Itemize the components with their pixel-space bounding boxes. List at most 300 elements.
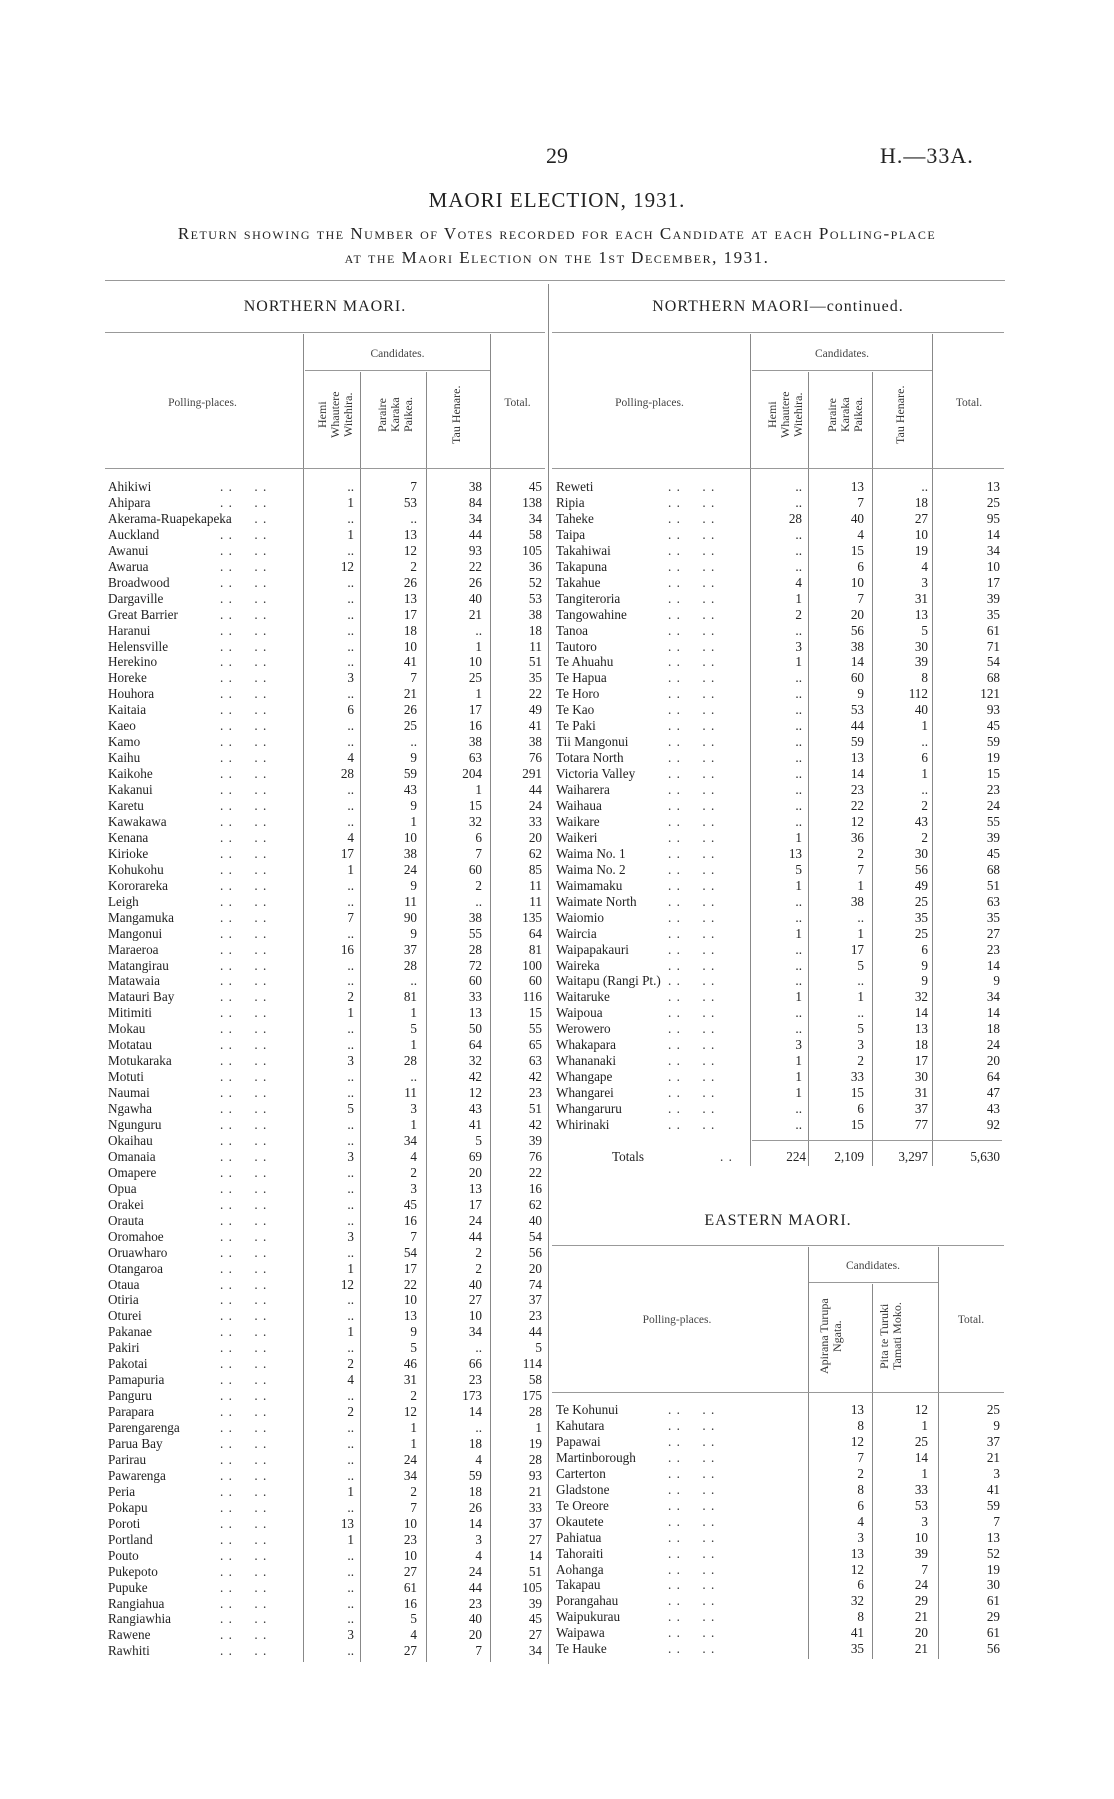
cand2-votes: 46 — [403, 1356, 417, 1372]
cand1-votes: .. — [347, 590, 354, 606]
leader-dots: . . . . — [220, 1037, 268, 1053]
cand2-votes: 9 — [410, 1324, 417, 1340]
cand3-votes: 32 — [468, 1053, 482, 1069]
table-row — [108, 1308, 545, 1324]
row-total: 55 — [986, 813, 1000, 829]
table-row — [108, 670, 545, 686]
cand2-votes: 33 — [850, 1069, 864, 1085]
cand1-votes: .. — [347, 1196, 354, 1212]
row-total: 85 — [528, 861, 542, 877]
polling-place-name: Tangowahine — [556, 606, 627, 622]
northern-cont-candidates-rule — [752, 370, 932, 371]
cand2-votes: .. — [857, 1005, 864, 1021]
cand2-votes: 10 — [403, 829, 417, 845]
row-total: 18 — [986, 1021, 1000, 1037]
polling-place-name: Totara North — [556, 750, 624, 766]
leader-dots: . . . . — [220, 1260, 268, 1276]
cand1-votes: 1 — [347, 1260, 354, 1276]
cand1-votes: 6 — [857, 1497, 864, 1513]
cand1-votes: .. — [347, 1499, 354, 1515]
leader-dots: . . . . — [220, 893, 268, 909]
table-row — [108, 1611, 545, 1627]
cand3-votes: 93 — [468, 542, 482, 558]
leader-dots: . . . . — [220, 1420, 268, 1436]
cand2-votes: 1 — [410, 1037, 417, 1053]
cand1-votes: .. — [347, 542, 354, 558]
leader-dots: . . . . — [668, 494, 716, 510]
leader-dots: . . . . — [220, 686, 268, 702]
polling-place-name: Waiomio — [556, 909, 605, 925]
table-row — [108, 1484, 545, 1500]
cand1-votes: 35 — [850, 1641, 864, 1657]
cand3-votes: 44 — [468, 526, 482, 542]
polling-place-name: Kamo — [108, 734, 141, 750]
row-total: 61 — [986, 1625, 1000, 1641]
table-row — [108, 878, 545, 894]
row-total: 38 — [528, 734, 542, 750]
cand1-votes: 3 — [347, 1228, 354, 1244]
cand2-votes: 12 — [403, 542, 417, 558]
cand2-votes: 12 — [850, 813, 864, 829]
polling-place-name: Motukaraka — [108, 1053, 172, 1069]
leader-dots: . . . . — [220, 558, 268, 574]
cand2-votes: 4 — [410, 1148, 417, 1164]
polling-place-name: Waireka — [556, 957, 600, 973]
cand2-votes: 10 — [403, 638, 417, 654]
cand1-votes: .. — [795, 1005, 802, 1021]
cand3-votes: 6 — [475, 829, 482, 845]
cand3-votes: 41 — [468, 1117, 482, 1132]
leader-dots: . . . . — [668, 702, 716, 718]
cand3-votes: 112 — [908, 686, 928, 702]
row-total: 56 — [528, 1244, 542, 1260]
cand1-votes: 4 — [347, 829, 354, 845]
leader-dots: . . . . — [220, 1436, 268, 1451]
row-total: 14 — [528, 1547, 542, 1563]
polling-place-name: Kakanui — [108, 782, 153, 798]
row-total: 39 — [528, 1132, 542, 1148]
table-row — [108, 830, 545, 846]
polling-place-name: Great Barrier — [108, 606, 178, 622]
row-total: 51 — [528, 1101, 542, 1117]
cand1-votes: 1 — [347, 494, 354, 510]
leader-dots: . . . . — [668, 686, 716, 702]
cand2-votes: 15 — [850, 1117, 864, 1132]
table-row — [108, 623, 545, 639]
leader-dots: . . . . — [668, 718, 716, 734]
row-total: 58 — [528, 526, 542, 542]
table-row — [108, 1627, 545, 1643]
table-row — [556, 1021, 1004, 1037]
cand2-votes: 37 — [403, 941, 417, 957]
cand2-votes: 5 — [410, 1340, 417, 1356]
row-total: 42 — [528, 1117, 542, 1132]
cand3-votes: 6 — [921, 941, 928, 957]
cand3-votes: 12 — [468, 1085, 482, 1101]
cand2-votes: 34 — [403, 1132, 417, 1148]
leader-dots: . . . . — [668, 1417, 716, 1433]
polling-place-name: Tangiteroria — [556, 590, 621, 606]
polling-place-name: Papawai — [556, 1433, 601, 1449]
cand1-votes: 1 — [795, 1085, 802, 1101]
table-row — [108, 1181, 545, 1197]
table-row — [108, 1149, 545, 1165]
table-row — [556, 1625, 1004, 1641]
row-total: 39 — [986, 829, 1000, 845]
leader-dots: . . . . — [220, 622, 268, 638]
row-total: 105 — [522, 1579, 542, 1595]
cand1-votes: .. — [795, 670, 802, 686]
polling-place-name: Te Hapua — [556, 670, 607, 686]
cand3-votes: 27 — [914, 510, 928, 526]
cand2-votes: .. — [857, 909, 864, 925]
cand1-votes: .. — [347, 877, 354, 893]
cand2-votes: 2 — [410, 1164, 417, 1180]
leader-dots: . . . . — [220, 1212, 268, 1228]
cand3-votes: 16 — [468, 718, 482, 734]
polling-place-name: Peria — [108, 1483, 136, 1499]
polling-place-name: Waimamaku — [556, 877, 623, 893]
cand3-votes: 38 — [468, 734, 482, 750]
polling-place-name: Kororareka — [108, 877, 169, 893]
cand2-votes: 10 — [914, 1529, 928, 1545]
row-total: 55 — [528, 1021, 542, 1037]
row-total: 9 — [993, 973, 1000, 989]
leader-dots: . . . . — [220, 1643, 268, 1659]
cand2-votes: 54 — [403, 1244, 417, 1260]
leader-dots: . . . . — [668, 1529, 716, 1545]
polling-place-name: Whirinaki — [556, 1117, 610, 1132]
cand1-votes: .. — [795, 750, 802, 766]
row-total: 33 — [528, 1499, 542, 1515]
cand3-votes: 28 — [468, 941, 482, 957]
table-row — [556, 973, 1004, 989]
row-total: 51 — [986, 877, 1000, 893]
leader-dots: . . . . — [668, 957, 716, 973]
cand2-votes: 5 — [857, 1021, 864, 1037]
polling-place-name: Te Hauke — [556, 1641, 607, 1657]
row-total: 29 — [986, 1609, 1000, 1625]
eastern-header-rule-bottom — [552, 1392, 1004, 1393]
polling-place-name: Tautoro — [556, 638, 597, 654]
cand3-votes: 7 — [475, 845, 482, 861]
table-row — [556, 1053, 1004, 1069]
cand2-votes: 1 — [921, 1417, 928, 1433]
table-row — [108, 734, 545, 750]
leader-dots: . . . . — [220, 1595, 268, 1611]
cand1-votes: .. — [795, 766, 802, 782]
table-row — [108, 1452, 545, 1468]
northern-cand1-header: Hemi Whautere Witehira. — [315, 391, 355, 439]
table-row — [556, 1117, 1004, 1133]
cand1-votes: .. — [795, 686, 802, 702]
cand2-votes: 1 — [410, 1005, 417, 1021]
leader-dots: . . . . — [220, 1132, 268, 1148]
cand2-votes: 40 — [850, 510, 864, 526]
polling-place-name: Waipukurau — [556, 1609, 621, 1625]
polling-place-name: Karetu — [108, 798, 144, 813]
cand1-votes: 28 — [340, 766, 354, 782]
cand2-votes: 10 — [850, 574, 864, 590]
leader-dots: . . . . — [668, 1481, 716, 1497]
row-total: 92 — [986, 1117, 1000, 1132]
cand3-votes: 40 — [468, 1611, 482, 1627]
table-row — [108, 750, 545, 766]
polling-place-name: Tii Mangonui — [556, 734, 629, 750]
leader-dots: . . . . — [668, 1625, 716, 1641]
cand1-votes: .. — [347, 1117, 354, 1132]
polling-place-name: Herekino — [108, 654, 158, 670]
leader-dots: . . . . — [220, 973, 268, 989]
table-row — [556, 1402, 1004, 1418]
leader-dots: . . . . — [220, 909, 268, 925]
cand2-votes: 7 — [410, 670, 417, 686]
cand3-votes: 32 — [914, 989, 928, 1005]
polling-place-name: Otangaroa — [108, 1260, 163, 1276]
leader-dots: . . . . — [668, 861, 716, 877]
polling-place-name: Waikare — [556, 813, 600, 829]
cand2-votes: 7 — [410, 1228, 417, 1244]
polling-place-name: Waipapakauri — [556, 941, 629, 957]
row-total: 64 — [528, 925, 542, 941]
cand1-votes: 3 — [347, 670, 354, 686]
cand1-votes: 8 — [857, 1417, 864, 1433]
row-total: 35 — [528, 670, 542, 686]
polling-place-name: Waitapu (Rangi Pt.) — [556, 973, 661, 989]
leader-dots: . . . . — [220, 1499, 268, 1515]
row-total: 43 — [986, 1101, 1000, 1117]
cand2-votes: 21 — [914, 1641, 928, 1657]
polling-place-name: Waitaruke — [556, 989, 610, 1005]
row-total: 20 — [528, 1260, 542, 1276]
table-row — [556, 958, 1004, 974]
cand3-votes: 5 — [921, 622, 928, 638]
row-total: 41 — [528, 718, 542, 734]
table-row — [556, 1577, 1004, 1593]
row-total: 56 — [986, 1641, 1000, 1657]
cand3-votes: .. — [921, 734, 928, 750]
row-total: 51 — [528, 654, 542, 670]
leader-dots: . . . . — [668, 845, 716, 861]
cand2-votes: 59 — [850, 734, 864, 750]
cand1-votes: 12 — [340, 1276, 354, 1292]
cand1-votes: .. — [347, 479, 354, 494]
table-row — [108, 1261, 545, 1277]
polling-place-name: Kenana — [108, 829, 149, 845]
table-row — [108, 1197, 545, 1213]
cand3-votes: 55 — [468, 925, 482, 941]
polling-place-name: Leigh — [108, 893, 139, 909]
cand2-votes: .. — [410, 973, 417, 989]
cand3-votes: 35 — [914, 909, 928, 925]
table-row — [556, 718, 1004, 734]
row-total: 9 — [993, 1417, 1000, 1433]
row-total: 81 — [528, 941, 542, 957]
table-row — [556, 1418, 1004, 1434]
leader-dots: . . . . — [668, 1053, 716, 1069]
eastern-candidates-rule — [808, 1282, 938, 1283]
cand2-votes: 17 — [403, 606, 417, 622]
cand3-votes: 2 — [475, 1260, 482, 1276]
polling-place-name: Motatau — [108, 1037, 152, 1053]
totals-cand1: 224 — [786, 1149, 806, 1164]
row-total: 14 — [986, 957, 1000, 973]
cand1-votes: 41 — [850, 1625, 864, 1641]
cand1-votes: 3 — [347, 1053, 354, 1069]
cand2-votes: 7 — [921, 1561, 928, 1577]
row-total: 65 — [528, 1037, 542, 1053]
leader-dots: . . . . — [668, 973, 716, 989]
table-row — [108, 926, 545, 942]
table-row — [556, 527, 1004, 543]
table-row — [108, 1101, 545, 1117]
leader-dots: . . . . — [668, 734, 716, 750]
cand2-votes: 27 — [403, 1563, 417, 1579]
cand3-votes: 20 — [468, 1627, 482, 1643]
polling-place-name: Kohukohu — [108, 861, 164, 877]
leader-dots: . . . . — [220, 542, 268, 558]
cand2-votes: 22 — [403, 1276, 417, 1292]
polling-place-name: Pokapu — [108, 1499, 148, 1515]
cand3-votes: 1 — [475, 638, 482, 654]
cand3-votes: 44 — [468, 1579, 482, 1595]
cand2-votes: 11 — [404, 893, 417, 909]
cand3-votes: 18 — [468, 1436, 482, 1451]
cand2-votes: 7 — [857, 590, 864, 606]
cand3-votes: 24 — [468, 1563, 482, 1579]
cand2-votes: 41 — [403, 654, 417, 670]
table-row — [556, 1609, 1004, 1625]
cand2-votes: 43 — [403, 782, 417, 798]
eastern-candidates-label: Candidates. — [846, 1260, 900, 1272]
row-total: 11 — [529, 877, 542, 893]
table-row — [556, 575, 1004, 591]
table-row — [108, 1117, 545, 1133]
row-total: 40 — [528, 1212, 542, 1228]
leader-dots: . . . . — [220, 1101, 268, 1117]
leader-dots: . . . . — [668, 670, 716, 686]
leader-dots: . . . . — [220, 1483, 268, 1499]
row-total: 138 — [522, 494, 542, 510]
table-row — [556, 1434, 1004, 1450]
row-total: 24 — [528, 798, 542, 813]
leader-dots: . . . . — [220, 606, 268, 622]
polling-place-name: Rawhiti — [108, 1643, 150, 1659]
cand1-votes: 1 — [795, 1069, 802, 1085]
polling-place-name: Whangaruru — [556, 1101, 622, 1117]
leader-dots: . . . . — [220, 1164, 268, 1180]
cand1-votes: .. — [347, 1069, 354, 1085]
row-total: 1 — [535, 1420, 542, 1436]
table-row — [108, 1596, 545, 1612]
table-row — [556, 623, 1004, 639]
cand2-votes: 17 — [850, 941, 864, 957]
northern-cont-cand1-header: Hemi Whautere Witehira. — [765, 391, 805, 439]
leader-dots: . . . . — [668, 1085, 716, 1101]
table-row — [108, 1404, 545, 1420]
row-total: 15 — [986, 766, 1000, 782]
totals-leader: . . — [720, 1149, 733, 1164]
polling-place-name: Ngunguru — [108, 1117, 162, 1132]
leader-dots: . . . . — [668, 1433, 716, 1449]
polling-place-name: Poroti — [108, 1515, 141, 1531]
cand2-votes: 24 — [914, 1577, 928, 1593]
row-total: 23 — [986, 941, 1000, 957]
polling-place-name: Whakapara — [556, 1037, 617, 1053]
totals-cand2: 2,109 — [834, 1149, 864, 1164]
totals-label: Totals — [612, 1149, 645, 1164]
table-row — [556, 495, 1004, 511]
table-row — [108, 1165, 545, 1181]
table-row — [108, 1292, 545, 1308]
leader-dots: . . . . — [668, 622, 716, 638]
cand2-votes: 13 — [403, 1308, 417, 1324]
totals-total: 5,630 — [970, 1149, 1000, 1164]
row-total: 11 — [529, 893, 542, 909]
polling-place-name: Kaikohe — [108, 766, 153, 782]
row-total: 25 — [986, 494, 1000, 510]
cand1-votes: 1 — [347, 861, 354, 877]
cand3-votes: 31 — [914, 590, 928, 606]
cand1-votes: 28 — [788, 510, 802, 526]
table-row — [108, 575, 545, 591]
northern-header-rule-bottom — [105, 468, 545, 469]
cand1-votes: .. — [347, 798, 354, 813]
cand2-votes: 21 — [914, 1609, 928, 1625]
row-total: 45 — [986, 845, 1000, 861]
polling-place-name: Waimate North — [556, 893, 637, 909]
row-total: 52 — [528, 574, 542, 590]
cand2-votes: 1 — [410, 1436, 417, 1451]
cand3-votes: 42 — [468, 1069, 482, 1085]
leader-dots: . . . . — [668, 1609, 716, 1625]
row-total: 45 — [986, 718, 1000, 734]
cand2-votes: 2 — [410, 1483, 417, 1499]
table-row — [556, 479, 1004, 495]
table-row — [556, 543, 1004, 559]
table-row — [556, 591, 1004, 607]
leader-dots: . . . . — [220, 1148, 268, 1164]
table-row — [108, 495, 545, 511]
polling-place-name: Mangonui — [108, 925, 163, 941]
polling-place-name: Waiharera — [556, 782, 610, 798]
cand1-votes: .. — [795, 526, 802, 542]
polling-place-name: Waircia — [556, 925, 597, 941]
table-row — [108, 989, 545, 1005]
leader-dots: . . . . — [668, 479, 716, 494]
cand2-votes: 2 — [857, 845, 864, 861]
leader-dots: . . . . — [220, 1404, 268, 1420]
row-total: 34 — [986, 989, 1000, 1005]
polling-place-name: Aohanga — [556, 1561, 604, 1577]
polling-place-name: Orauta — [108, 1212, 144, 1228]
row-total: 68 — [986, 670, 1000, 686]
cand2-votes: 14 — [914, 1449, 928, 1465]
cand1-votes: 17 — [340, 845, 354, 861]
row-total: 76 — [528, 1148, 542, 1164]
row-total: 25 — [986, 1402, 1000, 1417]
table-row — [108, 1500, 545, 1516]
cand3-votes: 1 — [475, 686, 482, 702]
table-row — [556, 670, 1004, 686]
table-row — [108, 973, 545, 989]
cand2-votes: 2 — [410, 1388, 417, 1404]
cand3-votes: 18 — [468, 1483, 482, 1499]
cand3-votes: 23 — [468, 1595, 482, 1611]
cand2-votes: 34 — [403, 1467, 417, 1483]
cand3-votes: 26 — [468, 574, 482, 590]
northern-cont-polling-label: Polling-places. — [615, 397, 684, 409]
